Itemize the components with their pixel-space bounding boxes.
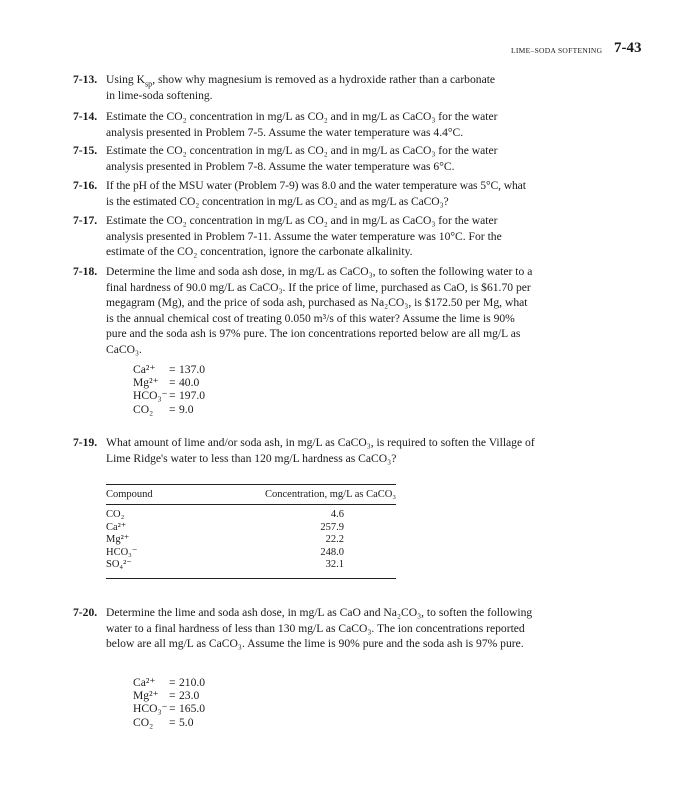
problem-text: Estimate the CO₂ concentration in mg/L as CO₂ and in mg/L as CaCO₃ for the water analysis presented in Problem 7-8. Assume the water temperature was 6°C. [106,144,498,173]
ion-row: HCO₃⁻ = 197.0 [133,389,206,403]
table-row: Mg²⁺ 22.2 [106,534,344,545]
problem-number: 7-18. [73,265,98,278]
problem-text: Determine the lime and soda ash dose, in mg/L as CaO and Na₂CO₃, to soften the following water to a final hardness of less than 130 mg/L as CaCO₃. The ion concentrations reported below are all mg/L as CaCO₃. Assume the lime is 90% pure and the soda ash is 97% pure. [106,606,533,651]
problem-7-16 [73,178,535,209]
ion-list-7-20 [133,676,205,729]
problem-7-17 [73,213,535,260]
problem-number: 7-14. [73,110,98,123]
problem-7-18 [73,264,535,358]
problem-7-13 [73,72,535,103]
ion-row: CO₂ = 9.0 [133,402,194,416]
ion-row: HCO₃⁻ = 165.0 [133,702,206,716]
problem-number: 7-16. [73,179,98,192]
page-number: 7-43 [614,40,642,56]
ion-row: Ca²⁺ = 137.0 [133,363,206,376]
problem-number: 7-19. [73,436,98,449]
ion-row: Mg²⁺ = 23.0 [133,689,200,703]
table-row: HCO₃⁻ 248.0 [106,546,344,558]
ion-list-7-18 [133,363,205,416]
table-row: CO₂ 4.6 [106,509,344,520]
problem-text: What amount of lime and/or soda ash, in mg/L as CaCO₃, is required to soften the Village of Lime Ridge's water to less than 120 mg/L hardness as CaCO₃? [106,436,535,465]
problem-7-20 [73,605,535,652]
problem-7-19 [73,435,535,466]
problem-text: Estimate the CO₂ concentration in mg/L as CO₂ and in mg/L as CaCO₃ for the water analysis presented in Problem 7-11. Assume the water temperature was 10°C. For the estimate of the CO₂ concentration, ignore the carbonate alkalinity. [106,214,502,259]
problem-number: 7-15. [73,144,98,157]
page-header [0,42,689,62]
ion-row: Mg²⁺ = 40.0 [133,376,200,390]
problem-number: 7-20. [73,606,98,619]
table-row: Ca²⁺ 257.9 [106,521,344,533]
problem-text: Estimate the CO₂ concentration in mg/L as CO₂ and in mg/L as CaCO₃ for the water analysis presented in Problem 7-5. Assume the water temperature was 4.4°C. [106,110,498,139]
problem-7-15 [73,143,535,174]
column-header-concentration: Concentration, mg/L as CaCO₃ [182,485,396,505]
ion-row: Ca²⁺ = 210.0 [133,676,206,689]
running-title: LIME–SODA SOFTENING [511,46,603,55]
problem-number: 7-13. [73,73,98,86]
problem-number: 7-17. [73,214,98,227]
compound-table [106,484,396,579]
ion-row: CO₂ = 5.0 [133,715,194,729]
problem-text: Using $K_{sp}$, show why magnesium is removed as a hydroxide rather than a carbonate in lime-soda softening. [106,73,496,102]
table-row: SO₄²⁻ 32.1 [106,559,396,578]
column-header-compound: Compound [106,485,182,505]
problem-text: Determine the lime and soda ash dose, in mg/L as CaCO₃, to soften the following water to a final hardness of 90.0 mg/L as CaCO₃. If the price of lime, purchased as CaO, is $61.70 per megagram (Mg), and the price of soda ash, purchased as Na₂CO₃, is $172.50 per Mg, what is the annual chemical cost of treating 0.050 m³/s of this water? Assume the lime is 90% pure and the soda ash is 97% pure. The ion concentrations reported below are all mg/L as CaCO₃. [106,265,533,356]
table-header-row [106,485,396,505]
problem-text: If the pH of the MSU water (Problem 7-9) was 8.0 and the water temperature was 5°C, what is the estimated CO₂ concentration in mg/L as CO₂ and as mg/L as CaCO₃? [106,179,526,208]
problem-7-14 [73,109,535,140]
